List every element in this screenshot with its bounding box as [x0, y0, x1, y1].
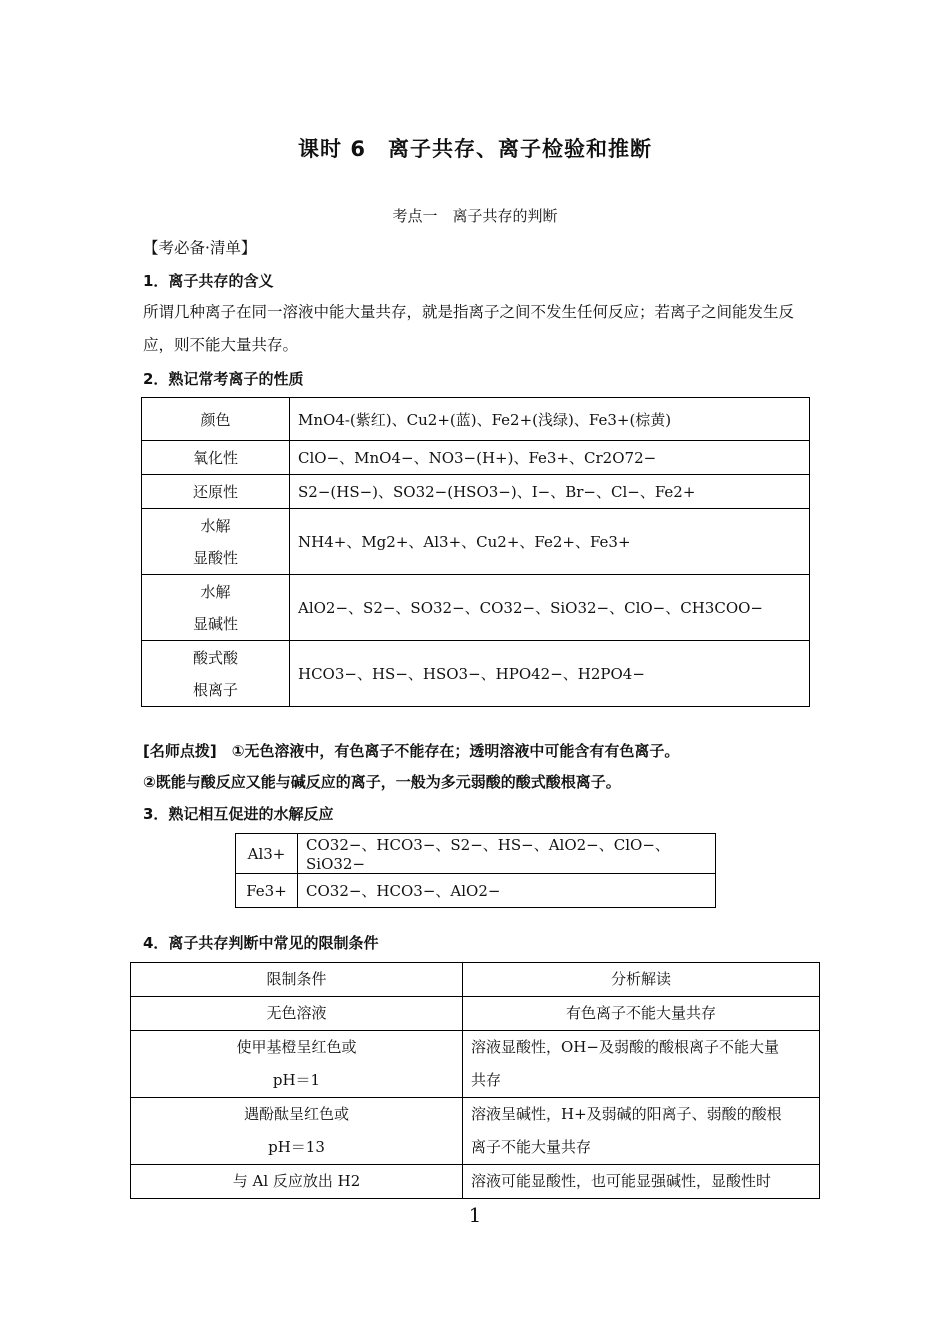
table-row — [131, 1098, 820, 1165]
analysis-cell: 溶液可能显酸性，也可能显强碱性，显酸性时 — [463, 1165, 820, 1199]
anion-list-cell: CO32−、HCO3−、S2−、HS−、AlO2−、ClO−、SiO32− — [298, 834, 716, 874]
row-label: 颜色 — [142, 398, 290, 441]
table-row — [142, 475, 810, 509]
analysis-cell: 有色离子不能大量共存 — [463, 997, 820, 1031]
table-row — [131, 1031, 820, 1098]
row-label-line2: 根离子 — [192, 680, 238, 699]
analysis-line1: 溶液显酸性，OH−及弱酸的酸根离子不能大量 — [471, 1038, 779, 1056]
analysis-line2: 离子不能大量共存 — [471, 1138, 592, 1156]
table-row — [142, 398, 810, 441]
row-label-line1: 水解 — [200, 582, 231, 601]
analysis-cell — [463, 1098, 820, 1165]
heading-2: 2．熟记常考离子的性质 — [143, 370, 304, 388]
condition-line2: pH＝13 — [268, 1138, 325, 1156]
row-value: S2−(HS−)、SO32−(HSO3−)、I−、Br−、Cl−、Fe2+ — [290, 475, 810, 509]
row-value: AlO2−、S2−、SO32−、CO32−、SiO32−、ClO−、CH3COO− — [290, 575, 810, 641]
table-row — [142, 441, 810, 475]
row-value: ClO−、MnO4−、NO3−(H+)、Fe3+、Cr2O72− — [290, 441, 810, 475]
ion-properties-table — [141, 397, 810, 707]
analysis-line2: 共存 — [471, 1071, 502, 1089]
table-row — [236, 834, 716, 874]
row-value: NH4+、Mg2+、Al3+、Cu2+、Fe2+、Fe3+ — [290, 509, 810, 575]
condition-cell: 与 Al 反应放出 H2 — [131, 1165, 463, 1199]
table-row — [142, 641, 810, 707]
table-row — [142, 509, 810, 575]
heading-1: 1．离子共存的含义 — [143, 272, 274, 290]
hydrolysis-table — [235, 833, 716, 908]
condition-line2: pH＝1 — [272, 1071, 321, 1089]
row-label — [142, 509, 290, 575]
row-label-line2: 显碱性 — [192, 614, 238, 633]
row-label — [142, 575, 290, 641]
page-number: 1 — [468, 1203, 482, 1227]
analysis-line1: 溶液呈碱性，H+及弱碱的阳离子、弱酸的酸根 — [471, 1105, 782, 1123]
section-tag: 【考必备·清单】 — [143, 239, 257, 257]
table-row — [142, 575, 810, 641]
row-label-line1: 水解 — [200, 516, 231, 535]
cation-cell: Fe3+ — [236, 874, 298, 908]
tip-line-1: [名师点拨] ①无色溶液中，有色离子不能存在；透明溶液中可能含有有色离子。 — [143, 742, 680, 760]
heading-4: 4．离子共存判断中常见的限制条件 — [143, 934, 379, 952]
row-label: 还原性 — [142, 475, 290, 509]
row-label-line1: 酸式酸 — [192, 648, 238, 667]
tip-line-2: ②既能与酸反应又能与碱反应的离子，一般为多元弱酸的酸式酸根离子。 — [143, 773, 621, 791]
conditions-table — [130, 962, 820, 1199]
table-row — [131, 1165, 820, 1199]
heading-3: 3．熟记相互促进的水解反应 — [143, 805, 334, 823]
condition-line1: 使甲基橙呈红色或 — [236, 1038, 357, 1056]
row-label: 氧化性 — [142, 441, 290, 475]
row-value: HCO3−、HS−、HSO3−、HPO42−、H2PO4− — [290, 641, 810, 707]
condition-cell: 无色溶液 — [131, 997, 463, 1031]
table-row — [236, 874, 716, 908]
condition-cell — [131, 1031, 463, 1098]
row-label — [142, 641, 290, 707]
anion-list-cell: CO32−、HCO3−、AlO2− — [298, 874, 716, 908]
row-value: MnO4-(紫红)、Cu2+(蓝)、Fe2+(浅绿)、Fe3+(棕黄) — [290, 398, 810, 441]
section-subtitle: 考点一 离子共存的判断 — [392, 207, 558, 225]
column-header: 分析解读 — [463, 963, 820, 997]
table-row — [131, 997, 820, 1031]
paragraph-1: 所谓几种离子在同一溶液中能大量共存，就是指离子之间不发生任何反应；若离子之间能发生反应，则不能大量共存。 — [143, 303, 795, 354]
condition-cell — [131, 1098, 463, 1165]
table-header-row — [131, 963, 820, 997]
row-label-line2: 显酸性 — [192, 548, 238, 567]
column-header: 限制条件 — [131, 963, 463, 997]
condition-line1: 遇酚酞呈红色或 — [243, 1105, 349, 1123]
page-title: 课时 6 离子共存、离子检验和推断 — [298, 137, 652, 161]
cation-cell: Al3+ — [236, 834, 298, 874]
analysis-cell — [463, 1031, 820, 1098]
